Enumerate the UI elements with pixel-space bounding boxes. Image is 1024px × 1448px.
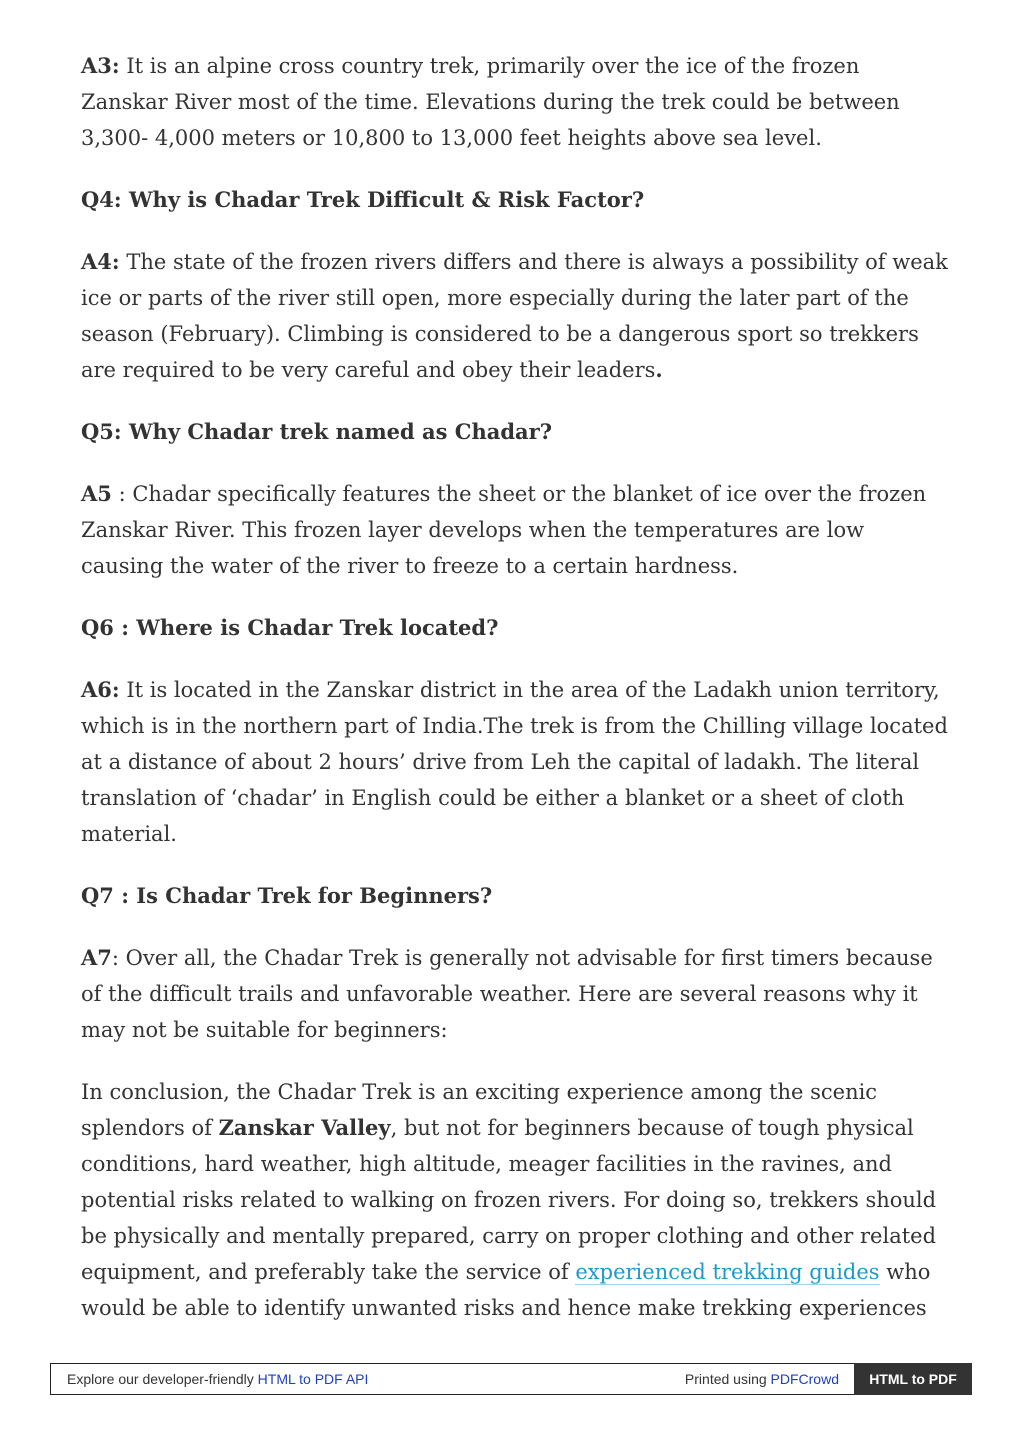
answer-7 <box>81 940 951 1048</box>
html-to-pdf-badge[interactable]: HTML to PDF <box>854 1363 972 1395</box>
pdfcrowd-link[interactable]: PDFCrowd <box>770 1371 839 1387</box>
answer-label: A6: <box>81 677 120 702</box>
conclusion-text-2: , but not for beginners because of tough physical conditions, hard weather, high altitude, meager facilities in the ravines, and potential risks related to walking on frozen rivers. For doing so, trekkers should be physically and mentally prepared, carry on proper clothing and other related equipment, and preferably take the service of <box>81 1116 937 1284</box>
answer-text: The state of the frozen rivers differs and there is always a possibility of weak ice or parts of the river still open, more especially during the later part of the season (February). Climbing is considered to be a dangerous sport so trekkers are required to be very careful and obey their leaders <box>81 250 948 382</box>
answer-3 <box>81 48 951 156</box>
footer-left-text: Explore our developer-friendly <box>67 1371 258 1387</box>
answer-label: A4: <box>81 249 120 274</box>
conclusion-paragraph <box>81 1074 951 1326</box>
document-body <box>81 48 951 1352</box>
question-6: Q6 : Where is Chadar Trek located? <box>81 615 499 640</box>
conclusion-text-1: In conclusion, the Chadar Trek is an exciting experience among the scenic splendors of <box>81 1080 878 1140</box>
question-4: Q4: Why is Chadar Trek Difficult & Risk Factor? <box>81 187 645 212</box>
footer-right <box>685 1371 839 1387</box>
conclusion-text-3: who would be able to identify unwanted risks and hence make trekking experiences <box>81 1260 931 1320</box>
answer-4 <box>81 244 951 388</box>
answer-label: A7 <box>81 945 112 970</box>
answer-text: : Chadar specifically features the sheet or the blanket of ice over the frozen Zanskar River. This frozen layer develops when the temperatures are low causing the water of the river to freeze to a certain hardness. <box>81 482 927 578</box>
answer-label: A5 <box>81 481 112 506</box>
html-to-pdf-api-link[interactable]: HTML to PDF API <box>257 1371 369 1387</box>
zanskar-valley-bold: Zanskar Valley <box>218 1115 391 1140</box>
answer-5 <box>81 476 951 584</box>
answer-end-period: . <box>655 357 663 382</box>
question-7: Q7 : Is Chadar Trek for Beginners? <box>81 883 493 908</box>
footer-right-text: Printed using <box>684 1371 771 1387</box>
trekking-guides-link[interactable]: experienced trekking guides <box>575 1260 880 1284</box>
answer-text: It is located in the Zanskar district in the area of the Ladakh union territory, which is in the northern part of India.The trek is from the Chilling village located at a distance of about 2 hours’ drive from Leh the capital of ladakh. The literal translation of ‘chadar’ in English could be either a blanket or a sheet of cloth material. <box>81 678 948 846</box>
question-5: Q5: Why Chadar trek named as Chadar? <box>81 419 553 444</box>
answer-label: A3: <box>81 53 120 78</box>
answer-6 <box>81 672 951 852</box>
answer-text: : Over all, the Chadar Trek is generally not advisable for first timers because of the difficult trails and unfavorable weather. Here are several reasons why it may not be suitable for beginners: <box>81 946 933 1042</box>
pdfcrowd-footer <box>50 1363 972 1395</box>
answer-text: It is an alpine cross country trek, primarily over the ice of the frozen Zanskar River most of the time. Elevations during the trek could be between 3,300- 4,000 meters or 10,800 to 13,000 feet heights above sea level. <box>81 54 900 150</box>
footer-left <box>67 1371 368 1387</box>
